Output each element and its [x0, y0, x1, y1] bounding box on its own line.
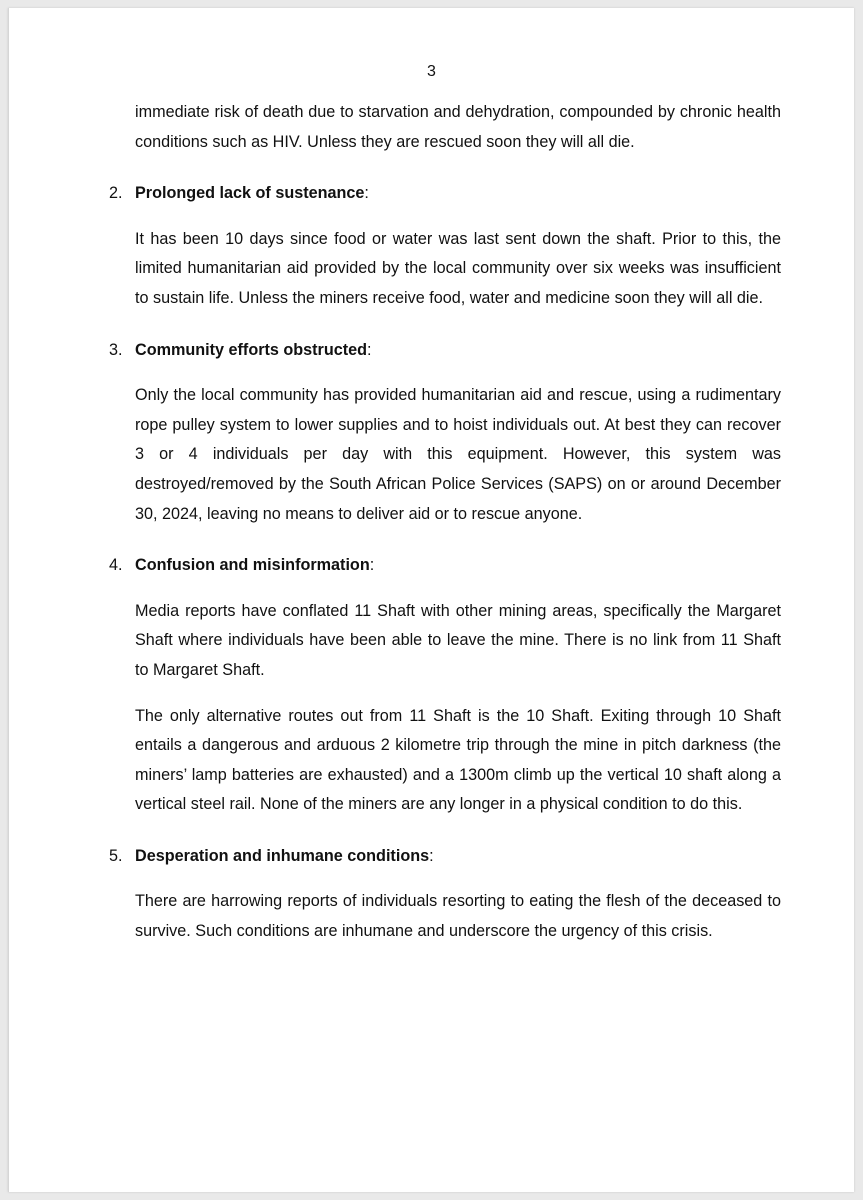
list-item-heading: 2. Prolonged lack of sustenance:: [135, 179, 781, 209]
list-item-paragraph: Only the local community has provided humanitarian aid and rescue, using a rudimentary rope pulley system to lower supplies and to hoist individuals out. At best they can recover 3 or 4 individuals per day with this equipment. However, this system was destroyed/removed by the South African Police Services (SAPS) on or around December 30, 2024, leaving no means to deliver aid or to rescue anyone.: [135, 386, 781, 523]
list-item-heading: 4. Confusion and misinformation:: [135, 551, 781, 581]
list-item-heading: 5. Desperation and inhumane conditions:: [135, 842, 781, 872]
list-item-title: Prolonged lack of sustenance: [135, 184, 365, 203]
document-body: [109, 98, 781, 947]
list-item-number: 3.: [109, 340, 123, 359]
list-item-title: Community efforts obstructed: [135, 340, 368, 359]
list-item-paragraph: There are harrowing reports of individuals resorting to eating the flesh of the deceased to survive. Such conditions are inhumane and underscore the urgency of this crisis.: [135, 892, 781, 941]
list-item-paragraph: It has been 10 days since food or water was last sent down the shaft. Prior to this, the limited humanitarian aid provided by the local community over six weeks was insufficient to sustain life. Unless the miners receive food, water and medicine soon they will all die.: [135, 229, 781, 307]
list-item-number: 5.: [109, 846, 123, 865]
continuation-paragraph: immediate risk of death due to starvation and dehydration, compounded by chronic health conditions such as HIV. Unless they are rescued soon they will all die.: [135, 103, 781, 151]
list-item-paragraph: The only alternative routes out from 11 Shaft is the 10 Shaft. Exiting through 10 Shaft entails a dangerous and arduous 2 kilometre trip through the mine in pitch darkness (the miners’ lamp batteries are exhausted) and a 1300m climb up the vertical 10 shaft along a vertical steel rail. None of the miners are any longer in a physical condition to do this.: [135, 706, 781, 814]
document-page: [8, 8, 854, 1192]
list-item-title: Confusion and misinformation: [135, 556, 370, 575]
list-item-number: 4.: [109, 556, 123, 575]
page-number: 3: [427, 63, 436, 80]
list-item-title: Desperation and inhumane conditions: [135, 846, 430, 865]
list-item-heading: 3. Community efforts obstructed:: [135, 336, 781, 366]
list-item-number: 2.: [109, 184, 123, 203]
list-item-paragraph: Media reports have conflated 11 Shaft with other mining areas, specifically the Margaret Shaft where individuals have been able to leave the mine. There is no link from 11 Shaft to Margaret Shaft.: [135, 601, 781, 679]
